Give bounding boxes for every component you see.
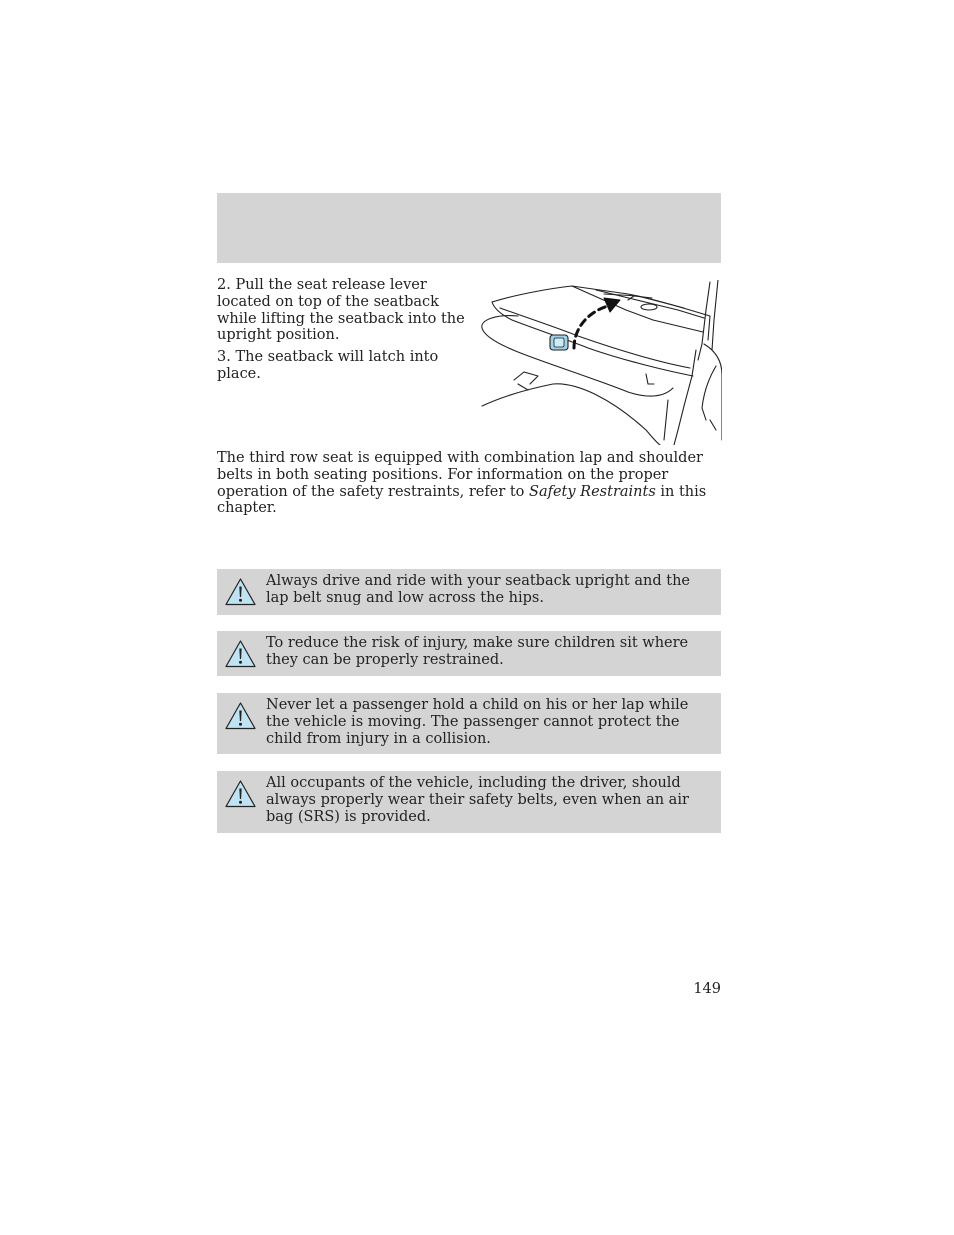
warning-text: Always drive and ride with your seatback upright and the lap belt snug and low across the hips. xyxy=(266,573,690,606)
page-number: 149 xyxy=(693,981,721,997)
warning-triangle-icon xyxy=(224,577,257,607)
warning-box-safety-belts xyxy=(217,771,721,833)
warning-box-seatback xyxy=(217,569,721,615)
section-header-bar xyxy=(217,193,721,263)
warning-text: To reduce the risk of injury, make sure children sit where they can be properly restrained. xyxy=(266,635,689,668)
warning-text: All occupants of the vehicle, including the driver, should always properly wear their safety belts, even when an air bag (SRS) is provided. xyxy=(266,775,689,825)
warning-triangle-icon xyxy=(224,639,257,669)
step-2: 2. Pull the seat release lever located on top of the seatback while lifting the seatback into the upright position. xyxy=(217,277,465,344)
safety-restraints-reference: Safety Restraints xyxy=(529,483,656,500)
step-3: 3. The seatback will latch into place. xyxy=(217,349,439,382)
seat-belt-info-paragraph xyxy=(217,450,722,517)
body-text-after: in this chapter. xyxy=(217,483,707,517)
seatback-upright-illustration xyxy=(478,280,722,445)
warning-triangle-icon xyxy=(224,779,257,809)
warning-triangle-icon xyxy=(224,701,257,731)
warning-box-child-on-lap xyxy=(217,693,721,754)
instruction-steps xyxy=(217,277,472,388)
warning-box-children xyxy=(217,631,721,676)
body-text-before: The third row seat is equipped with combination lap and shoulder belts in both seating positions. For information on the proper operation of the safety restraints, refer to xyxy=(217,450,703,500)
warning-text: Never let a passenger hold a child on his or her lap while the vehicle is moving. The passenger cannot protect the child from injury in a collision. xyxy=(266,697,689,747)
